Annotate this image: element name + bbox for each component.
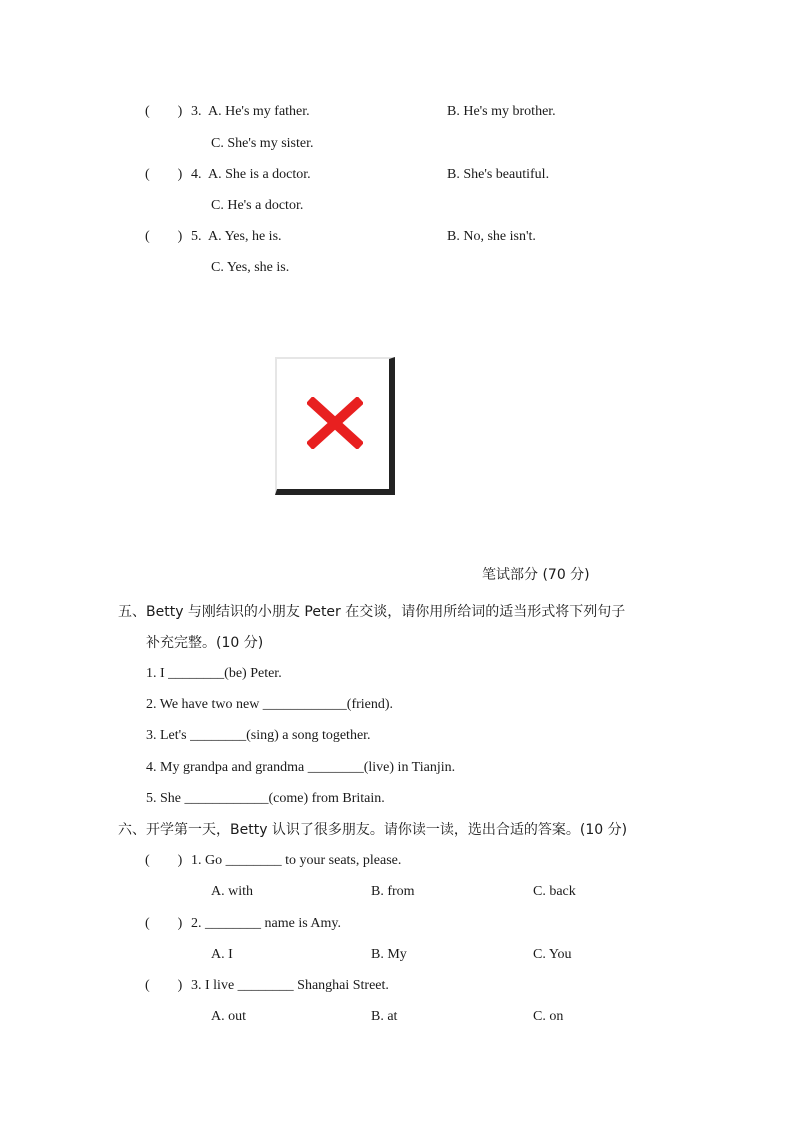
option-b: B. She's beautiful. bbox=[447, 167, 550, 182]
question-stem: 1. Go ________ to your seats, please. bbox=[191, 853, 402, 868]
fill-item-2: 2. We have two new ____________(friend). bbox=[146, 697, 394, 712]
option-b: B. He's my brother. bbox=[447, 104, 556, 119]
broken-image-placeholder bbox=[275, 357, 395, 495]
fill-item-5: 5. She ____________(come) from Britain. bbox=[146, 791, 385, 806]
fill-item-4: 4. My grandpa and grandma ________(live) in Tianjin. bbox=[146, 760, 456, 775]
question-number: 4. bbox=[191, 167, 202, 182]
option-c: C. back bbox=[533, 884, 576, 899]
option-a: A. He's my father. bbox=[208, 104, 310, 119]
option-a: A. Yes, he is. bbox=[208, 229, 282, 244]
fill-item-3: 3. Let's ________(sing) a song together. bbox=[146, 728, 371, 743]
broken-image-icon bbox=[307, 397, 363, 449]
option-a: A. with bbox=[211, 884, 253, 899]
answer-blank[interactable]: ( ) bbox=[145, 104, 183, 119]
question-number: 3. bbox=[191, 104, 202, 119]
option-c: C. Yes, she is. bbox=[211, 260, 290, 275]
answer-blank[interactable]: ( ) bbox=[145, 229, 183, 244]
question-number: 5. bbox=[191, 229, 202, 244]
answer-blank[interactable]: ( ) bbox=[145, 167, 183, 182]
section-5-title-line2: 补充完整。(10 分) bbox=[146, 635, 264, 651]
option-a: A. She is a doctor. bbox=[208, 167, 311, 182]
option-a: A. I bbox=[211, 947, 233, 962]
section-5-title-line1: 五、Betty 与刚结识的小朋友 Peter 在交谈，请你用所给词的适当形式将下列句子 bbox=[118, 604, 626, 620]
option-b: B. No, she isn't. bbox=[447, 229, 536, 244]
section-6-title: 六、开学第一天，Betty 认识了很多朋友。请你读一读，选出合适的答案。(10 分) bbox=[118, 822, 628, 838]
option-a: A. out bbox=[211, 1009, 246, 1024]
written-section-header: 笔试部分 (70 分) bbox=[482, 567, 590, 583]
option-b: B. My bbox=[371, 947, 407, 962]
option-c: C. She's my sister. bbox=[211, 136, 314, 151]
option-b: B. at bbox=[371, 1009, 398, 1024]
question-stem: 3. I live ________ Shanghai Street. bbox=[191, 978, 389, 993]
fill-item-1: 1. I ________(be) Peter. bbox=[146, 666, 282, 681]
option-c: C. You bbox=[533, 947, 572, 962]
option-c: C. on bbox=[533, 1009, 564, 1024]
question-stem: 2. ________ name is Amy. bbox=[191, 916, 341, 931]
option-b: B. from bbox=[371, 884, 415, 899]
answer-blank[interactable]: ( ) bbox=[145, 853, 183, 868]
option-c: C. He's a doctor. bbox=[211, 198, 304, 213]
answer-blank[interactable]: ( ) bbox=[145, 916, 183, 931]
answer-blank[interactable]: ( ) bbox=[145, 978, 183, 993]
